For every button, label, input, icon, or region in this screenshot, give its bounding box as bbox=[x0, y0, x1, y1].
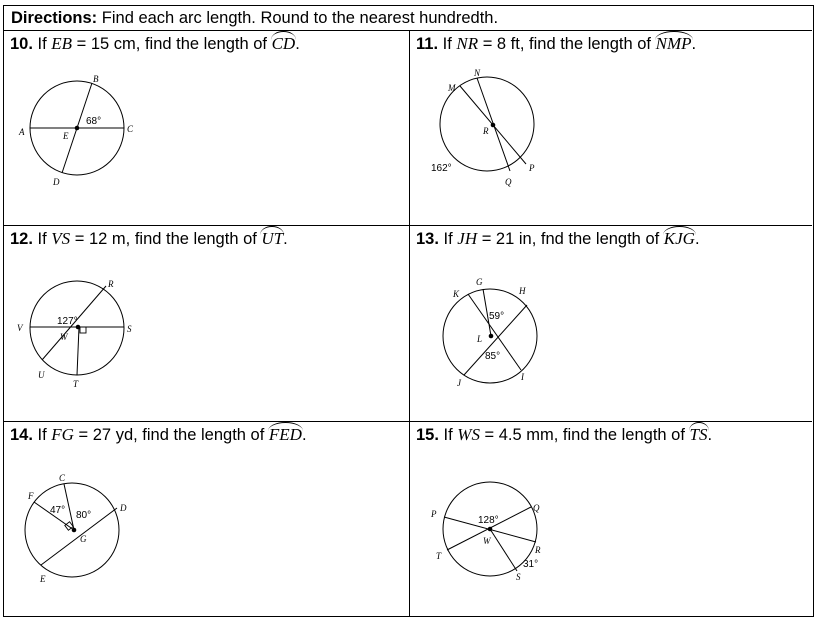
problem-number: 13. bbox=[416, 230, 439, 248]
problem-11-cell bbox=[410, 31, 813, 225]
problem-13-cell bbox=[410, 226, 813, 420]
problem-text: = 4.5 mm, find the length of bbox=[479, 426, 690, 444]
label-p: P bbox=[431, 509, 437, 519]
label-g: G bbox=[476, 277, 483, 287]
problem-text: . bbox=[694, 230, 700, 248]
label-n: N bbox=[474, 68, 481, 78]
right-angle-mark bbox=[80, 327, 86, 333]
label-r: R bbox=[535, 545, 541, 555]
problem-11-figure bbox=[410, 31, 813, 225]
label-h: H bbox=[519, 286, 526, 296]
problem-text: = 21 in, fnd the length of bbox=[477, 230, 664, 248]
problem-10-figure bbox=[4, 31, 409, 225]
label-c: C bbox=[59, 473, 66, 483]
angle-label-2: 85° bbox=[485, 351, 501, 362]
problem-text: . bbox=[691, 35, 697, 53]
problem-number: 11. bbox=[416, 35, 439, 53]
angle-label: 127° bbox=[57, 316, 78, 327]
angle-label-1: 59° bbox=[489, 311, 505, 322]
label-q: Q bbox=[505, 177, 512, 187]
problem-text: If bbox=[438, 35, 457, 53]
given-segment: FG bbox=[51, 425, 74, 444]
problem-12-figure bbox=[4, 226, 409, 420]
angle-label-2: 31° bbox=[523, 559, 539, 570]
label-i: I bbox=[521, 372, 524, 382]
label-t: T bbox=[436, 551, 442, 561]
label-c: C bbox=[127, 124, 134, 134]
angle-label-1: 47° bbox=[50, 505, 66, 516]
label-r: R bbox=[483, 126, 489, 136]
label-e: E bbox=[40, 574, 46, 584]
label-v: V bbox=[17, 323, 23, 333]
label-s: S bbox=[127, 324, 132, 334]
problem-text: . bbox=[707, 426, 713, 444]
angle-label-1: 128° bbox=[478, 515, 499, 526]
problem-text: = 8 ft, find the length of bbox=[478, 35, 656, 53]
given-segment: JH bbox=[457, 229, 478, 248]
given-segment: NR bbox=[456, 34, 479, 53]
center-point bbox=[491, 123, 496, 128]
problem-text: If bbox=[32, 230, 52, 248]
label-m: M bbox=[448, 83, 456, 93]
radius-wt bbox=[77, 327, 79, 375]
center-point bbox=[75, 126, 80, 131]
problem-number: 14. bbox=[10, 426, 33, 444]
label-r: R bbox=[108, 279, 114, 289]
target-arc: TS bbox=[689, 425, 708, 444]
label-s: S bbox=[516, 572, 521, 582]
problem-10-cell bbox=[4, 31, 409, 225]
problem-text: . bbox=[301, 426, 307, 444]
given-segment: EB bbox=[51, 34, 73, 53]
problem-13-figure bbox=[410, 226, 813, 420]
directions bbox=[4, 6, 812, 31]
target-arc: FED bbox=[268, 425, 302, 444]
problem-text: If bbox=[32, 426, 52, 444]
label-w: W bbox=[483, 536, 491, 546]
label-g: G bbox=[80, 534, 87, 544]
label-j: J bbox=[457, 378, 461, 388]
directions-label: Directions: bbox=[11, 9, 98, 27]
radius-cg bbox=[64, 484, 74, 530]
worksheet bbox=[3, 5, 814, 617]
center-point bbox=[72, 528, 77, 533]
label-l: L bbox=[477, 334, 483, 344]
problem-text: . bbox=[295, 35, 300, 53]
center-point bbox=[489, 334, 494, 339]
target-arc: UT bbox=[261, 229, 284, 248]
center-point bbox=[488, 527, 493, 532]
problem-15-figure bbox=[410, 422, 813, 616]
problem-text: . bbox=[283, 230, 288, 248]
label-d: D bbox=[120, 503, 127, 513]
label-a: A bbox=[19, 127, 25, 137]
label-k: K bbox=[453, 289, 460, 299]
label-e: E bbox=[63, 131, 69, 141]
problem-number: 10. bbox=[10, 35, 33, 53]
problem-14-cell bbox=[4, 422, 409, 616]
label-d: D bbox=[53, 177, 60, 187]
problem-15-cell bbox=[410, 422, 813, 616]
directions-text: Find each arc length. Round to the nearest hundredth. bbox=[97, 9, 499, 27]
label-q: Q bbox=[533, 503, 540, 513]
problem-text: = 12 m, find the length of bbox=[70, 230, 262, 248]
problem-text: = 27 yd, find the length of bbox=[73, 426, 269, 444]
target-arc: NMP bbox=[655, 34, 692, 53]
label-u: U bbox=[38, 370, 45, 380]
problem-14-figure bbox=[4, 422, 409, 616]
problem-12-cell bbox=[4, 226, 409, 420]
problem-text: = 15 cm, find the length of bbox=[72, 35, 272, 53]
angle-label-2: 80° bbox=[76, 510, 92, 521]
problem-text: If bbox=[438, 230, 458, 248]
target-arc: CD bbox=[271, 34, 296, 53]
given-segment: VS bbox=[51, 229, 71, 248]
problem-number: 12. bbox=[10, 230, 33, 248]
label-t: T bbox=[73, 379, 79, 389]
label-p: P bbox=[529, 163, 535, 173]
target-arc: KJG bbox=[663, 229, 695, 248]
label-w: W bbox=[60, 332, 68, 342]
problem-text: If bbox=[32, 35, 52, 53]
angle-label: 68° bbox=[86, 116, 102, 127]
label-f: F bbox=[28, 491, 34, 501]
problem-text: If bbox=[438, 426, 458, 444]
label-b: B bbox=[93, 74, 99, 84]
given-segment: WS bbox=[457, 425, 480, 444]
problem-number: 15. bbox=[416, 426, 439, 444]
angle-label: 162° bbox=[431, 163, 452, 174]
